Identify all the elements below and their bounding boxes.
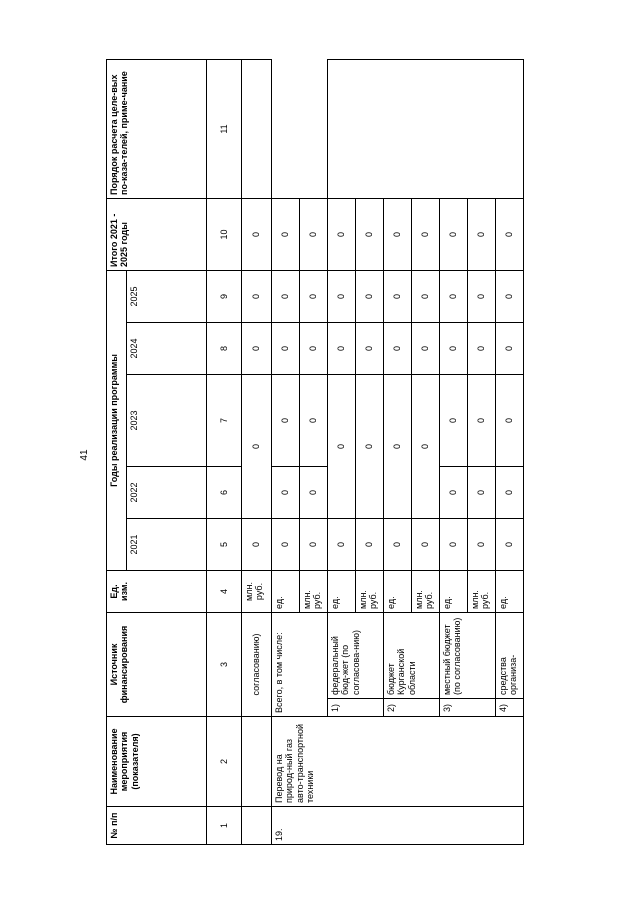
col-number: 9 (207, 270, 242, 322)
cell-value: 0 (356, 322, 384, 374)
cell-value: 0 (440, 466, 468, 518)
cell-value: 0 (272, 374, 300, 466)
cell-value: 0 (496, 466, 524, 518)
cell-value: 0 (242, 322, 272, 374)
cell-value: 0 (440, 270, 468, 322)
cell-value: 0 (356, 518, 384, 570)
source-index: 3) (440, 699, 496, 717)
col-number: 2 (207, 717, 242, 807)
col-number: 11 (207, 59, 242, 198)
header-year-2024: 2024 (127, 322, 207, 374)
cell-value: 0 (300, 322, 328, 374)
source-index: 1) (328, 699, 384, 717)
cont-unit: млн. руб. (242, 570, 272, 612)
header-unit: Ед. изм. (107, 570, 207, 612)
cell-value: 0 (412, 518, 440, 570)
cell-value: 0 (384, 374, 412, 518)
cell-value: 0 (272, 322, 300, 374)
source-total: Всего, в том числе: (272, 612, 328, 716)
cell-value: 0 (496, 374, 524, 466)
cell-value: 0 (384, 322, 412, 374)
unit-mln: млн. руб. (356, 570, 384, 612)
cont-source: согласованию) (242, 612, 272, 716)
cell-value: 0 (328, 374, 356, 518)
cell-value: 0 (242, 518, 272, 570)
header-year-2023: 2023 (127, 374, 207, 466)
cell-value: 0 (300, 198, 328, 270)
cell-value: 0 (242, 374, 272, 518)
col-number: 10 (207, 198, 242, 270)
cell-value: 0 (440, 198, 468, 270)
unit-ed: ед. (328, 570, 356, 612)
col-number: 4 (207, 570, 242, 612)
cell-value: 0 (468, 198, 496, 270)
header-year-2025: 2025 (127, 270, 207, 322)
cell-value: 0 (356, 374, 384, 518)
cell-value: 0 (242, 198, 272, 270)
rotated-table-container (106, 60, 635, 845)
cell-value: 0 (300, 518, 328, 570)
unit-mln: млн. руб. (412, 570, 440, 612)
cell-value: 0 (496, 518, 524, 570)
unit-ed: ед. (440, 570, 468, 612)
cell-value: 0 (468, 466, 496, 518)
page-number: 41 (79, 449, 90, 461)
header-calculation-note: Порядок расчета целе-вых по-каза-телей, приме-чание (107, 59, 207, 198)
cell-value: 0 (384, 270, 412, 322)
col-number: 3 (207, 612, 242, 716)
header-total: Итого 2021 - 2025 годы (107, 198, 207, 270)
cell-value: 0 (384, 198, 412, 270)
source-regional: бюджет Курганской области (384, 612, 440, 698)
cell-value: 0 (440, 322, 468, 374)
cell-value: 0 (300, 466, 328, 518)
measure-name: Перевод на природ-ный газ авто-транспортной техники (272, 717, 524, 807)
source-federal: федеральный бюд-жет (по согласова-нию) (328, 612, 384, 698)
source-local: местный бюджет (по согласованию) (440, 612, 496, 698)
cell-value: 0 (468, 518, 496, 570)
header-years-group: Годы реализации программы (107, 270, 127, 570)
cell-value: 0 (300, 374, 328, 466)
header-year-2021: 2021 (127, 518, 207, 570)
cell-value: 0 (242, 270, 272, 322)
cell-value: 0 (272, 198, 300, 270)
cell-value: 0 (272, 518, 300, 570)
cell-value: 0 (328, 322, 356, 374)
cell-value: 0 (440, 518, 468, 570)
cell-value: 0 (356, 198, 384, 270)
header-year-2022: 2022 (127, 466, 207, 518)
financing-table (106, 59, 524, 845)
cell-value: 0 (412, 322, 440, 374)
cell-value: 0 (412, 270, 440, 322)
cell-value: 0 (468, 270, 496, 322)
cell-value: 0 (496, 270, 524, 322)
unit-mln: млн. руб. (468, 570, 496, 612)
cell-value: 0 (272, 466, 300, 518)
cell-value: 0 (468, 322, 496, 374)
unit-ed: ед. (496, 570, 524, 612)
cell-value: 0 (412, 198, 440, 270)
cell-value: 0 (328, 270, 356, 322)
col-number: 8 (207, 322, 242, 374)
cell-value: 0 (328, 518, 356, 570)
col-number: 5 (207, 518, 242, 570)
header-source: Источник финансирования (107, 612, 207, 716)
source-organization: средства организа- (496, 612, 524, 698)
unit-ed: ед. (384, 570, 412, 612)
source-index: 4) (496, 699, 524, 717)
cell-value: 0 (468, 374, 496, 466)
cell-value: 0 (496, 322, 524, 374)
cell-value: 0 (356, 270, 384, 322)
cell-value: 0 (440, 374, 468, 466)
col-number: 7 (207, 374, 242, 466)
header-measure-name: Наименование мероприятия (показателя) (107, 717, 207, 807)
unit-mln: млн. руб. (300, 570, 328, 612)
cell-value: 0 (412, 374, 440, 518)
cell-value: 0 (384, 518, 412, 570)
cell-value: 0 (300, 270, 328, 322)
cell-value: 0 (496, 198, 524, 270)
measure-number: 19. (272, 807, 524, 845)
header-number: № п/п (107, 807, 207, 845)
cell-value: 0 (328, 198, 356, 270)
unit-ed: ед. (272, 570, 300, 612)
col-number: 6 (207, 466, 242, 518)
cell-value: 0 (272, 270, 300, 322)
source-index: 2) (384, 699, 440, 717)
col-number: 1 (207, 807, 242, 845)
